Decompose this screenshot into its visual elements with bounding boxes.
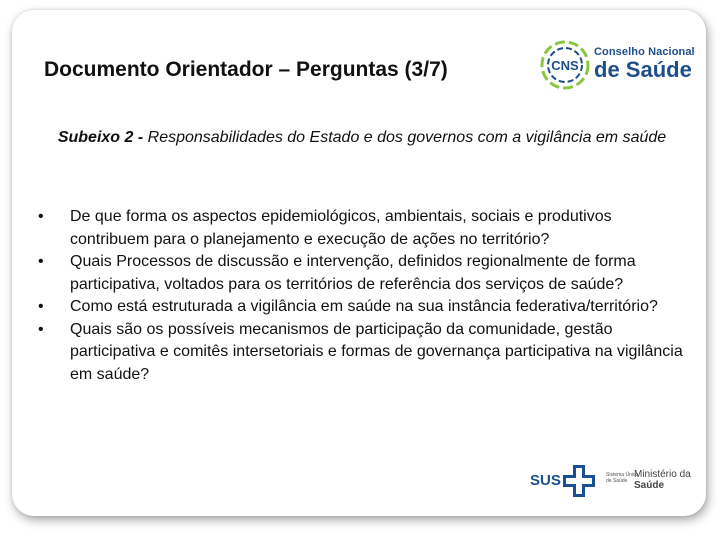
ministry-line2: Saúde [634,480,665,491]
ministry-name [634,469,691,491]
bullet-dot: • [38,320,44,338]
bullet-item [22,319,692,387]
bullet-item [22,251,692,296]
cns-emblem-icon [540,40,590,90]
slide [12,10,706,516]
sus-ministerio-logo [530,462,706,506]
bullet-text: Quais Processos de discussão e intervenção, definidos regionalmente de forma participativa, voltados para os territórios de referência dos serviços de saúde? [70,253,636,293]
bullet-item [22,296,692,319]
cns-line1: Conselho Nacional [594,46,695,58]
cns-wordmark [594,46,695,82]
bullet-text: Quais são os possíveis mecanismos de participação da comunidade, gestão participativa e comitês intersetoriais e formas de governança participativa na vigilância em saúde? [70,320,683,383]
sus-cross-icon [562,464,596,498]
bullet-dot: • [38,253,44,270]
sus-small-text: Sistema Único de Saúde [606,472,639,484]
cns-abbr: CNS [551,58,579,73]
subtitle-text: Responsabilidades do Estado e dos governos com a vigilância em saúde [143,129,667,146]
bullet-dot: • [38,298,44,315]
bullet-text: De que forma os aspectos epidemiológicos, ambientais, sociais e produtivos contribuem para o planejamento e execução de ações no território? [70,208,612,248]
subtitle-label: Subeixo 2 - [57,129,144,146]
ministry-line1: Ministério da [634,469,691,480]
slide-title: Documento Orientador – Perguntas (3/7) [44,58,448,81]
bullet-text: Como está estruturada a vigilância em saúde na sua instância federativa/território? [70,298,658,315]
bullet-dot: • [38,208,44,225]
bullet-item [22,206,692,251]
subtitle [52,127,672,149]
cns-logo [540,40,700,96]
sus-label: SUS [530,472,561,489]
bullet-list [22,206,692,386]
cns-line2: de Saúde [594,57,692,82]
